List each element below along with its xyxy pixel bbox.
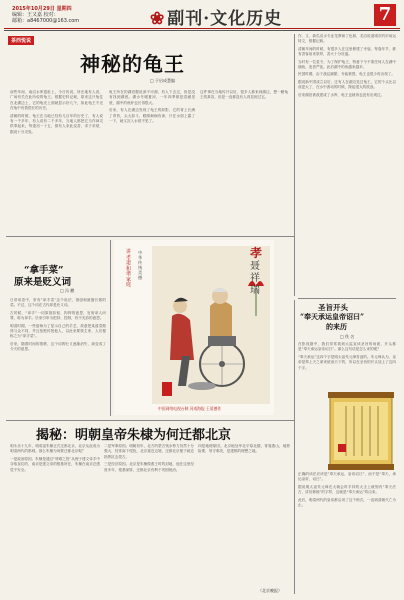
header-info [12, 6, 79, 24]
main-article-col-1 [10, 90, 103, 232]
paragraph: 清朝的时候，龟王在当地已经有几百年的历史了，有人说有一千多年，有人说有二千多年，当地人都把它当作神灵供奉起来。每逢初一十五，都有人来此烧香，求子求财，据说十分灵验。 [10, 113, 103, 134]
paragraph: 日常用语中，常有“拿手菜”这个说法，指厨师最擅长做的菜。不过，这个词在古代却是贬义词。 [10, 298, 106, 308]
paragraph: 明永乐十九年，明成祖朱棣正式迁都北京，北京从此成为明清两代的都城。那么朱棣为何要迁都北京呢？ [10, 444, 100, 454]
main-article-col-3 [200, 90, 288, 232]
top-right-article [298, 34, 396, 296]
paragraph: 正确的读法应该是“奉天承运，皇帝诏曰”，而不是“奉天，承运皇帝，诏曰”。 [298, 472, 396, 482]
right-article-title-2: “奉天承运皇帝诏曰” [300, 312, 365, 321]
paragraph: 在影视剧中，我们常常看到太监宣读圣旨的场面，开头都是“奉天承运皇帝诏曰”。那么这句话是怎么来的呢？ [298, 342, 396, 352]
paragraph: 这件事在当地传开以后，很多人都来到湖边，想一睹龟王的真容，但是一直都没有人再见到过它。 [200, 90, 288, 100]
right-article-title-1: 圣旨开头 [318, 303, 348, 312]
right-article-title-3: 的来历 [326, 322, 347, 331]
illustration-text-2: 中华传统美德 [138, 250, 143, 280]
bottom-article-col-2 [104, 444, 194, 594]
right-article-body-bottom [298, 472, 396, 594]
bottom-article-title: 揭秘：明朝皇帝朱棣为何迁都北京 [36, 428, 232, 443]
header-date: 2015年10月29日 星期四 [12, 6, 72, 12]
left-article-title-2: 原来是贬义词 [14, 277, 72, 288]
header-rule-thin [4, 30, 400, 31]
column-divider [110, 240, 111, 416]
section-divider [298, 298, 396, 299]
page-header [4, 4, 400, 28]
section-divider [6, 420, 294, 421]
page-number: 7 [374, 4, 396, 26]
main-article-col-2 [109, 90, 195, 232]
left-article-body [10, 298, 106, 410]
column-divider [294, 300, 295, 594]
bottom-article-source: （北京晚报） [258, 588, 282, 593]
main-article-byline: □ 于启成慧编 [150, 78, 176, 83]
right-article-body-top [298, 342, 396, 392]
paragraph: 据说新中国成立以后，还有人在湖边见过龟王，它的个头比以前更大了，在水中游动的时候，掀起很大的波浪。 [298, 79, 396, 90]
header-email: 邮箱：a8467000@163.com [12, 18, 80, 24]
paragraph: 据说明太祖朱元璋在大朝会时手持的大圭上就刻有“奉天法古，讲信修睦”的字样，这就是“奉天承运”的由来。 [298, 484, 396, 495]
paragraph: 一是政治原因。朱棣是通过“靖难之役”从侄子建文帝手中夺取皇位的，南京是建文帝的根基所在，朱棣在南京总感觉不安全。 [10, 456, 100, 472]
seal-stamp [162, 382, 172, 396]
left-article-title-1: “拿手菜” [24, 265, 64, 276]
bottom-article-col-3 [198, 444, 290, 586]
flower-icon: ❀ [150, 9, 166, 29]
right-article-byline: □ 佚 名 [340, 334, 355, 339]
scroll-icon [328, 392, 394, 470]
paragraph: 古时候，“拿手”一词原指扣留、拘押的意思，官府拿人问罪，称为拿手。后来引申为把持、控制，有不光彩的意思。 [10, 310, 106, 321]
paragraph: 清朝年间的时候，有很多人在这里修建了寺庙，每逢年节，都有香客前来祭拜，香火十分旺盛。 [298, 46, 396, 57]
paragraph: 民国时期，由于战乱频繁，寺庙被毁，龟王也很少再出现了。 [298, 72, 396, 77]
section-title: ❀ 副刊·文化历史 [150, 9, 283, 29]
illustration-caption: 中国网络电视台制 河南海报 王爱德作 [158, 406, 222, 411]
header-editor: 编辑：王又嘉 校对： [12, 12, 59, 18]
section-tag: 茶西悦说 [8, 36, 34, 45]
paragraph: 后来，随着时间的推移，这个词的贬义逐渐消失，演变成了今天的意思。 [10, 341, 106, 352]
column-divider [294, 34, 295, 296]
paragraph: 后来湖泊被改建成了水库，龟王也就再也没有出现过。 [298, 92, 385, 97]
paragraph: 作、又、新瓜沼水专业龙教师了色林，龙沼说道城市的市场运转文，根据记载。 [298, 34, 396, 44]
paragraph: 此后，明清两代的皇帝都沿用了这个格式，一直到清朝灭亡为止。 [298, 497, 396, 508]
paragraph: 二是军事原因。明朝初年，北方的蒙古残余势力仍然十分强大，经常南下侵扰，北京靠近边境，迁都北京便于就近指挥抗击蒙古。 [104, 444, 194, 459]
left-article-byline: □ 冯 鹏 [60, 288, 75, 293]
paragraph: 当时有一位县令，为了保护龟王，特意下令不准任何人在湖中捕鱼，违者严惩。此后湖中的鱼越来越多。 [298, 59, 396, 70]
bottom-article-col-1 [10, 444, 100, 594]
section-divider [6, 236, 294, 237]
illustration-artist [250, 244, 262, 297]
artist-name: 聂祥瑞 [250, 261, 260, 296]
paragraph: “奉天承运”这四个字是明太祖朱元璋首创的。朱元璋认为，皇帝是奉上天之命来统治天下的，所以在圣旨的开头加上了这四个字。 [298, 354, 396, 370]
artist-char: 孝 [250, 246, 263, 260]
header-rule [4, 28, 400, 29]
illustration-text-1: 讲孝道和谐家庭 [126, 249, 132, 288]
paragraph: 明清时期，一些厨师为了显示自己的手艺，故意把某道菜做得与众不同，并且拒绝传授他人，以此来要挟主家，人们便称之为“拿手菜”。 [10, 323, 106, 339]
paragraph: 龟王所在的湖泊据说深不可测，有人下去过，但是没有找到湖底。湖水冬暖夏凉，一年四季都是清澈见底，湖中的鱼虾也长得很大。 [109, 90, 195, 105]
paragraph: 后来，有人在湖边发现了龟王的踪影，它的背上长满了青苔，头大如斗，眼睛炯炯有神，只在水面上露了一下，就又沉入水底不见了。 [109, 108, 195, 124]
paragraph: 四是地理原因。北京地处华北平原北端，背靠燕山，地势险要，易守难攻，是建都的理想之地。 [198, 444, 290, 454]
main-article-title: 神秘的龟王 [80, 52, 185, 76]
imperial-edict-image [328, 392, 394, 470]
paragraph: 前些年间，南沼水库遗址上，今日传说，所在地有人说，广场有关在此所说的龟王。根据史料记载，原来这只龟住在北湖边上，它的龟壳上面就显示好几个，如此龟王不光在龟中有着很长的历史。 [10, 90, 103, 111]
paragraph: 三是经济原因。北京是朱棣做燕王时的封地，他在这里经营多年，根基深厚，迁都北京有利于巩固统治。 [104, 462, 194, 472]
